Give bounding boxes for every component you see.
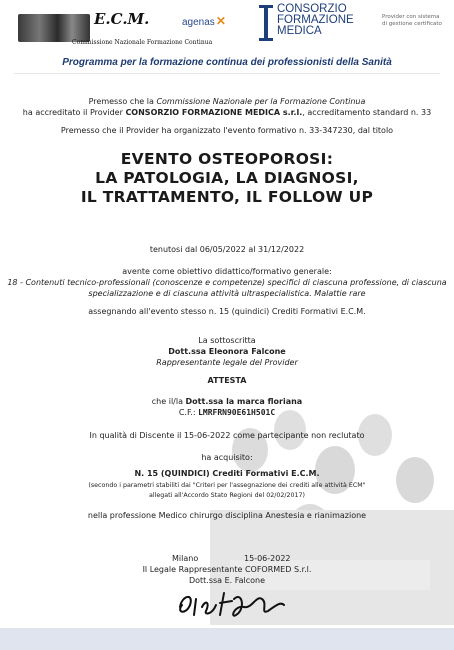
profession-line: nella professione Medico chirurgo disciplina Anestesia e rianimazione: [87, 511, 367, 520]
objective-line: 18 - Contenuti tecnico-professionali (conoscenze e competenze) specifici di ciascuna professione, di ciascuna: [7, 278, 447, 287]
agenas-logo: [182, 14, 226, 28]
consorzio-logo-line: CONSORZIO: [277, 3, 347, 15]
event-dates: tenutosi dal 06/05/2022 al 31/12/2022: [149, 245, 305, 254]
attesta-heading: ATTESTA: [207, 376, 247, 385]
event-title-line: LA PATOLOGIA, LA DIAGNOSI,: [95, 169, 359, 187]
consorzio-logo-line: FORMAZIONE: [277, 14, 354, 26]
premise-text: ha accreditato il Provider: [22, 108, 126, 117]
closing-place: Milano: [172, 554, 199, 563]
premise-accreditation-line2: [0, 108, 454, 119]
signer-name: Dott.ssa Eleonora Falcone: [168, 347, 286, 356]
provider-name: CONSORZIO FORMAZIONE MEDICA s.r.l.: [125, 108, 303, 117]
participant-name: Dott.ssa la marca floriana: [185, 397, 303, 406]
ecm-logo-image: [18, 14, 90, 42]
legal-representative: Il Legale Rappresentante COFORMED S.r.l.: [142, 565, 312, 574]
handwritten-signature: [172, 585, 292, 621]
premise-accreditation-line1: [0, 97, 454, 108]
ecm-logo-subtitle: Commissione Nazionale Formazione Continua: [72, 39, 213, 46]
agenas-logo-text: agenas: [182, 17, 215, 28]
acquired-label: ha acquisito:: [201, 453, 253, 462]
footer-band: [0, 628, 454, 650]
event-title-line: IL TRATTAMENTO, IL FOLLOW UP: [80, 188, 374, 206]
signer-intro: La sottoscritta: [198, 336, 256, 345]
consorzio-logo-icon: [259, 5, 273, 43]
fiscal-code: LMRFRN90E61H501C: [198, 408, 276, 417]
signer-role: Rappresentante legale del Provider: [156, 358, 298, 367]
participant-prefix: che il/la: [151, 397, 186, 406]
criteria-line: allegati all'Accordo Stato Regioni del 02/02/2017): [148, 492, 306, 499]
agenas-logo-mark: ✕: [215, 14, 226, 28]
event-title-line: EVENTO OSTEOPOROSI:: [120, 150, 334, 168]
premise-text: , accreditamento standard n. 33: [302, 108, 432, 117]
objective-intro: avente come obiettivo didattico/formativo generale:: [122, 267, 332, 276]
ecm-logo-text: E.C.M.: [94, 10, 150, 28]
criteria-line: (secondo i parametri stabiliti dai "Criteri per l'assegnazione dei crediti alle attività ECM": [88, 482, 366, 489]
fiscal-code-line: [0, 408, 454, 419]
event-title: [0, 150, 454, 207]
closing-date: 15-06-2022: [244, 554, 291, 563]
objective-line: specializzazione e di ciascuna attività ultraspecialistica. Malattie rare: [88, 289, 366, 298]
consorzio-logo-line: MEDICA: [277, 25, 322, 37]
credits-assigned: assegnando all'evento stesso n. 15 (quindici) Crediti Formativi E.C.M.: [88, 307, 366, 316]
participant-line: [0, 397, 454, 408]
premise-event: Premesso che il Provider ha organizzato l'evento formativo n. 33-347230, dal titolo: [60, 126, 394, 135]
header-divider: [14, 73, 440, 74]
fiscal-code-label: C.F.:: [178, 408, 199, 417]
premise-text: Premesso che la: [88, 97, 157, 106]
participation-quality: In qualità di Discente il 15-06-2022 come partecipante non reclutato: [89, 431, 365, 440]
program-title: Programma per la formazione continua dei professionisti della Sanità: [62, 57, 392, 68]
commission-name: Commissione Nazionale per la Formazione Continua: [156, 97, 366, 106]
consorzio-logo: [277, 4, 354, 37]
credits-acquired: N. 15 (QUINDICI) Crediti Formativi E.C.M.: [134, 469, 320, 478]
provider-certification-note: Provider con sistema di gestione certificato: [382, 14, 442, 27]
legal-representative-name: Dott.ssa E. Falcone: [188, 576, 266, 585]
